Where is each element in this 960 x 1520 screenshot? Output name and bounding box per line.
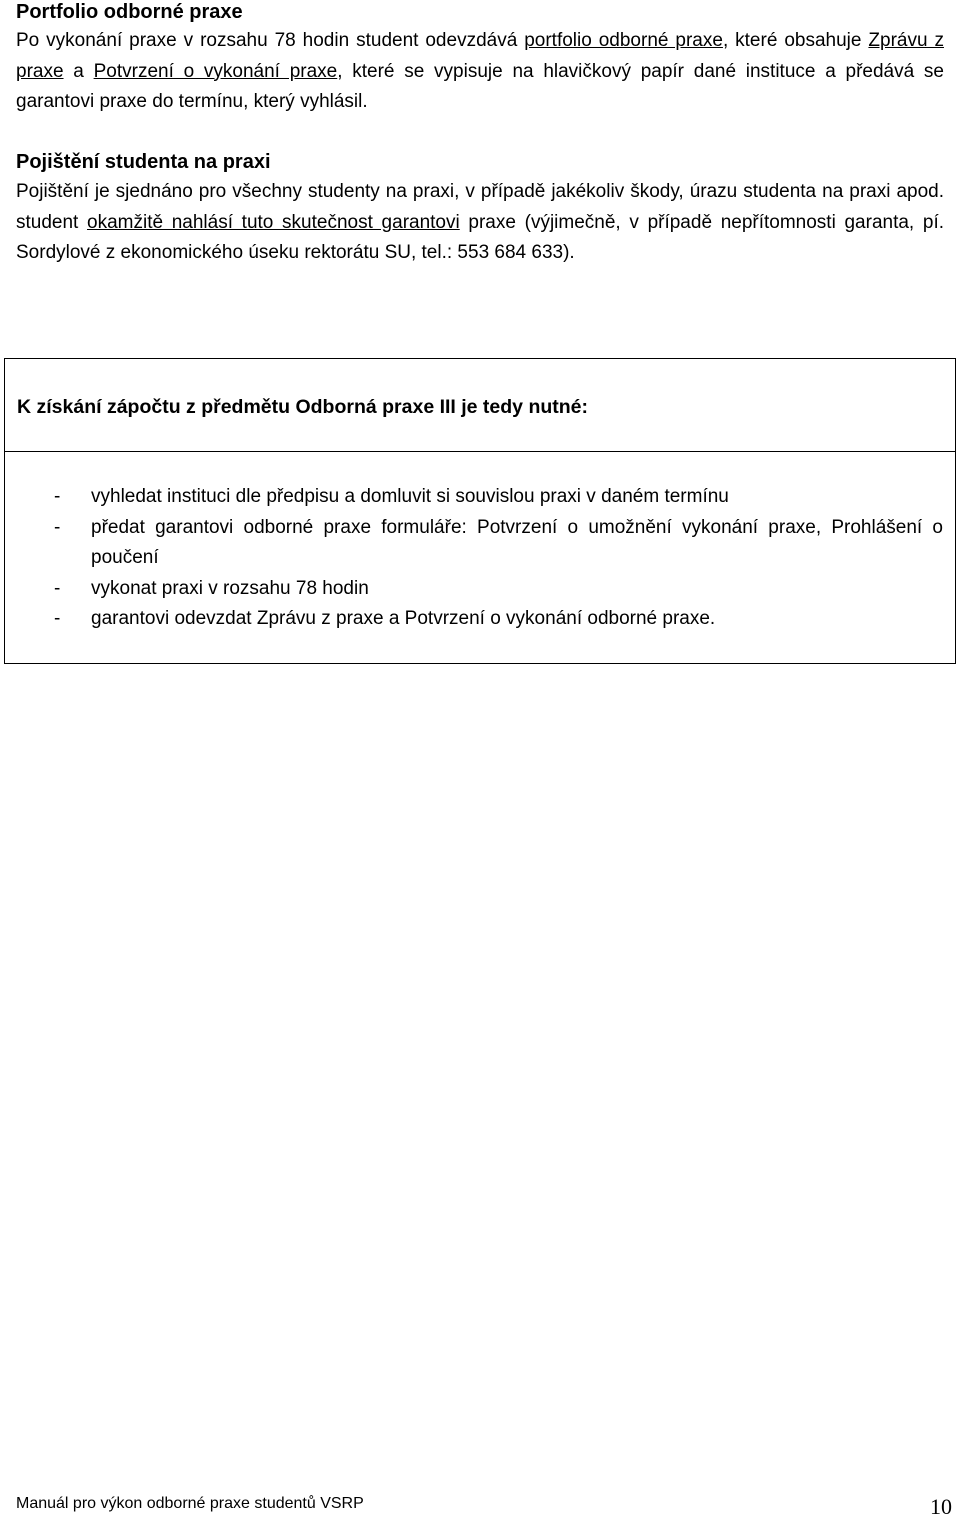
portfolio-text-2: , které obsahuje (722, 30, 869, 51)
portfolio-text-4: , které se vypisuje na hlavičkový papír dané instituce a předává se garantovi praxe do termínu, který vyhlásil. (16, 60, 944, 112)
portfolio-link: portfolio odborné praxe (524, 30, 723, 51)
portfolio-text-1: Po vykonání praxe v rozsahu 78 hodin student odevzdává (16, 30, 525, 51)
list-item-text: vyhledat instituci dle předpisu a domluvit si souvislou praxi v daném termínu (91, 486, 729, 507)
page-number: 10 (930, 1494, 952, 1519)
portfolio-paragraph (16, 26, 944, 118)
list-item (5, 513, 955, 574)
portfolio-text-3: a (63, 60, 94, 82)
report-link: Zprávu z praxe (16, 30, 944, 82)
list-item-text: vykonat praxi v rozsahu 78 hodin (91, 577, 369, 599)
list-item (5, 604, 955, 635)
list-dash: - (54, 486, 61, 507)
portfolio-heading: Portfolio odborné praxe (16, 1, 243, 23)
list-item (5, 574, 955, 605)
insurance-heading: Pojištění studenta na praxi (16, 151, 271, 173)
requirements-list (5, 482, 955, 635)
confirmation-link: Potvrzení o vykonání praxe (93, 60, 338, 82)
list-item-text: předat garantovi odborné praxe formuláře: Potvrzení o umožnění vykonání praxe, Prohlášení o poučení (91, 516, 943, 568)
footer-text: Manuál pro výkon odborné praxe studentů VSRP (16, 1495, 364, 1512)
insurance-text-2: praxe (výjimečně, v případě nepřítomnosti garanta, pí. Sordylové z ekonomického úseku rektorátu SU, tel.: 553 684 633). (16, 211, 945, 263)
list-dash: - (54, 577, 61, 599)
requirements-header (5, 359, 955, 452)
list-dash: - (54, 516, 61, 538)
list-item-text: garantovi odevzdat Zprávu z praxe a Potvrzení o vykonání odborné praxe. (91, 608, 716, 629)
insurance-text-1: Pojištění je sjednáno pro všechny studenty na praxi, v případě jakékoliv škody, úrazu studenta na praxi apod. student (16, 181, 944, 233)
list-item (5, 482, 955, 513)
requirements-title: K získání zápočtu z předmětu Odborná praxe III je tedy nutné: (17, 396, 589, 418)
list-dash: - (54, 608, 61, 629)
requirements-box (4, 358, 956, 664)
insurance-paragraph (16, 177, 944, 269)
insurance-underlined: okamžitě nahlásí tuto skutečnost garantovi (87, 211, 460, 233)
